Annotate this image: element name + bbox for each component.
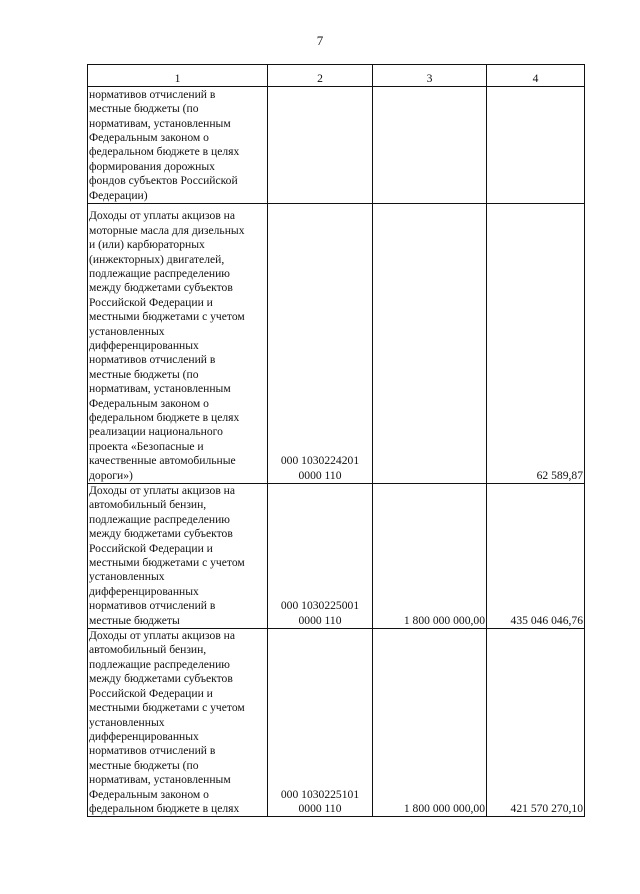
actual-amount-cell bbox=[487, 87, 585, 204]
budget-code-cell bbox=[268, 87, 373, 204]
table-row bbox=[88, 204, 585, 484]
budget-code-cell: 000 1030224201 0000 110 bbox=[268, 204, 373, 484]
table-row bbox=[88, 484, 585, 629]
actual-amount-cell: 421 570 270,10 bbox=[487, 629, 585, 817]
page-number: 7 bbox=[316, 33, 324, 48]
revenue-name-cell: Доходы от уплаты акцизов на моторные масла для дизельных и (или) карбюраторных (инжекторных) двигателей, подлежащие распределению между бюджетами субъектов Российской Федерации и местными бюджетами с учетом установленных дифференцированных нормативов отчислений в местные бюджеты (по нормативам, установленным Федеральным законом о федеральном бюджете в целях реализации национального проекта «Безопасные и качественные автомобильные дороги») bbox=[88, 204, 268, 484]
table-row bbox=[88, 87, 585, 204]
plan-amount-cell: 1 800 000 000,00 bbox=[373, 484, 487, 629]
revenue-name-cell: нормативов отчислений в местные бюджеты (по нормативам, установленным Федеральным законом о федеральном бюджете в целях формирования дорожных фондов субъектов Российской Федерации) bbox=[88, 87, 268, 204]
actual-amount-cell: 435 046 046,76 bbox=[487, 484, 585, 629]
revenue-name-cell: Доходы от уплаты акцизов на автомобильный бензин, подлежащие распределению между бюджетами субъектов Российской Федерации и местными бюджетами с учетом установленных дифференцированных нормативов отчислений в местные бюджеты (по нормативам, установленным Федеральным законом о федеральном бюджете в целях bbox=[88, 629, 268, 817]
column-header-3: 3 bbox=[373, 65, 487, 87]
plan-amount-cell bbox=[373, 204, 487, 484]
table-header-row bbox=[88, 65, 585, 87]
plan-amount-cell bbox=[373, 87, 487, 204]
column-header-2: 2 bbox=[268, 65, 373, 87]
actual-amount-cell: 62 589,87 bbox=[487, 204, 585, 484]
revenue-table bbox=[87, 64, 585, 817]
budget-code-cell: 000 1030225101 0000 110 bbox=[268, 629, 373, 817]
table-row bbox=[88, 629, 585, 817]
revenue-name-cell: Доходы от уплаты акцизов на автомобильный бензин, подлежащие распределению между бюджетами субъектов Российской Федерации и местными бюджетами с учетом установленных дифференцированных нормативов отчислений в местные бюджеты bbox=[88, 484, 268, 629]
budget-code-cell: 000 1030225001 0000 110 bbox=[268, 484, 373, 629]
plan-amount-cell: 1 800 000 000,00 bbox=[373, 629, 487, 817]
column-header-1: 1 bbox=[88, 65, 268, 87]
column-header-4: 4 bbox=[487, 65, 585, 87]
